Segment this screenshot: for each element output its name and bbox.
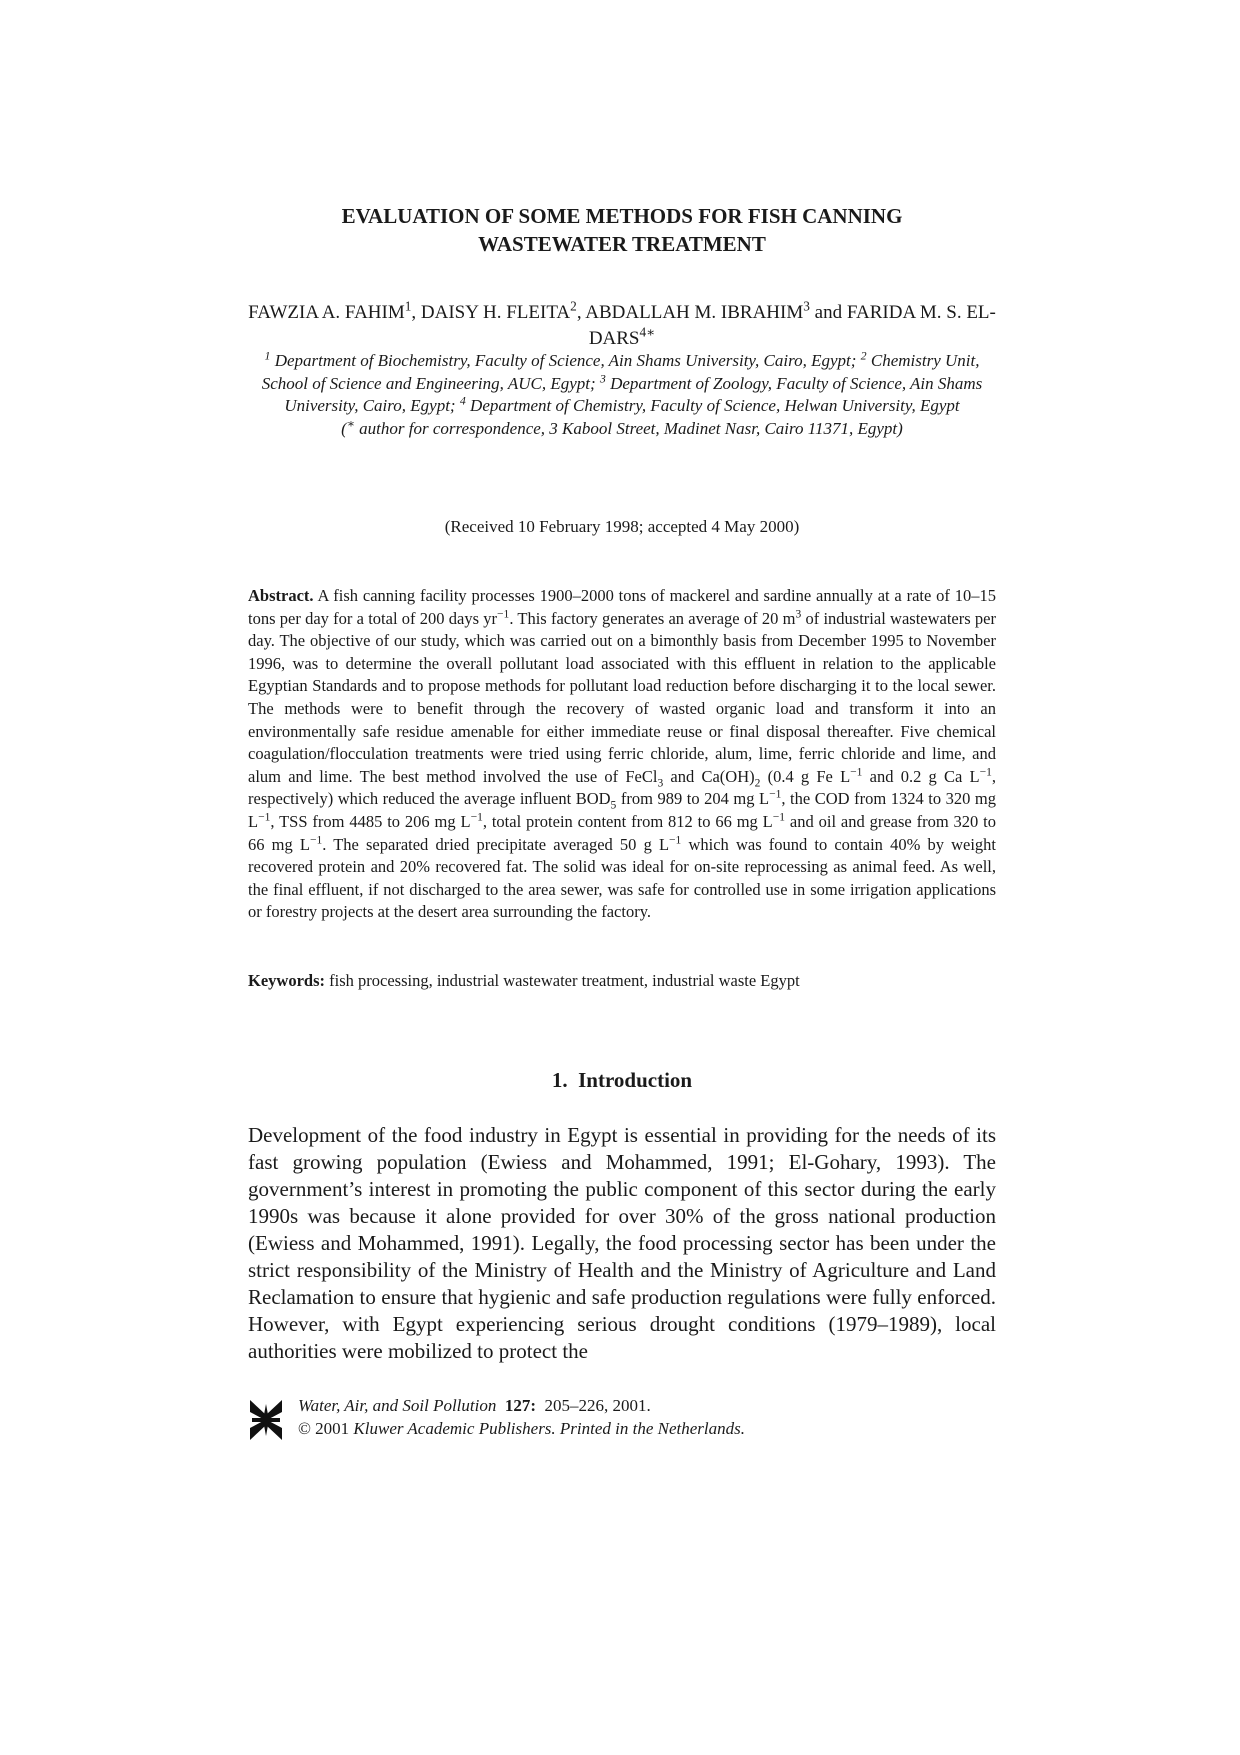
- abstract-text: and oil and grease from 320 to 66 mg L: [248, 811, 997, 854]
- journal-citation: [298, 1394, 745, 1440]
- title-line-1: EVALUATION OF SOME METHODS FOR FISH CANNING: [341, 204, 903, 228]
- abstract: [248, 585, 996, 924]
- section-heading-introduction: [248, 1066, 996, 1094]
- abstract-text: from 989 to 204 mg L: [616, 789, 770, 809]
- publisher-logo-icon: [248, 1398, 284, 1442]
- corr-open-paren: (: [341, 418, 347, 438]
- abstract-text: , total protein content from 812 to 66 mg L: [482, 811, 773, 831]
- affiliations: [240, 350, 1004, 440]
- affil-mark-4: 4: [459, 393, 466, 408]
- abstract-text: which was found to contain 40% by weight recovered protein and 20% recovered fat. The solid was ideal for on-site reprocessing as animal feed. As well, the final effluent, if not discharged to the area sewer, was safe for controlled use in some irrigation applications or forestry projects at the desert area surrounding the factory.: [248, 834, 996, 922]
- section-title: Introduction: [578, 1068, 693, 1092]
- abstract-label: Abstract.: [248, 586, 314, 605]
- abstract-sup: −1: [497, 608, 510, 621]
- keywords-text: fish processing, industrial wastewater treatment, industrial waste Egypt: [325, 971, 800, 990]
- abstract-text: , the COD from 1324 to 320 mg L: [248, 789, 996, 831]
- corr-star: ∗: [346, 415, 355, 430]
- affiliation-2: Chemistry Unit, School of Science and Engineering, AUC, Egypt;: [261, 351, 980, 393]
- author-1: FAWZIA A. FAHIM: [248, 302, 405, 323]
- author-4-affil-mark: 4∗: [639, 324, 656, 340]
- author-1-affil-mark: 1: [404, 298, 412, 314]
- abstract-sup: −1: [309, 834, 323, 847]
- abstract-sup: −1: [258, 811, 271, 824]
- affil-mark-1: 1: [264, 348, 271, 363]
- abstract-sup: −1: [470, 811, 483, 824]
- affiliation-3: Department of Zoology, Faculty of Science, Ain Shams University, Cairo, Egypt;: [284, 373, 983, 415]
- abstract-sub: 3: [657, 777, 664, 790]
- affiliation-4: Department of Chemistry, Faculty of Science, Helwan University, Egypt: [465, 396, 960, 415]
- author-list: [248, 300, 996, 352]
- abstract-text: of industrial wastewaters per day. The objective of our study, which was carried out on a bimonthly basis from December 1995 to November 1996, was to determine the overall pollutant load associated with this effluent in relation to the applicable Egyptian Standards and to propose methods for pollutant load reduction before discharging it to the local sewer. The methods were to benefit through the recovery of wasted organic load and transform it into an environmentally safe residue amenable for either immediate reuse or final disposal thereafter. Five chemical coagulation/flocculation treatments were tried using ferric chloride, alum, lime, ferric chloride and lime, and alum and lime. The best method involved the use of FeCl: [248, 608, 996, 786]
- abstract-sup: 3: [795, 608, 802, 621]
- abstract-text: , respectively) which reduced the average influent BOD: [248, 766, 997, 809]
- correspondence-address: author for correspondence, 3 Kabool Street, Madinet Nasr, Cairo 11371, Egypt): [354, 418, 903, 438]
- section-number: 1.: [551, 1068, 568, 1092]
- abstract-text: and 0.2 g Ca L: [862, 766, 980, 786]
- journal-volume: 127:: [504, 1396, 537, 1415]
- publisher-line: Kluwer Academic Publishers. Printed in the Netherlands.: [353, 1419, 746, 1438]
- received-dates: (Received 10 February 1998; accepted 4 May 2000): [444, 517, 800, 536]
- author-2-affil-mark: 2: [570, 298, 577, 314]
- keywords: [248, 970, 996, 992]
- journal-name: Water, Air, and Soil Pollution: [298, 1396, 497, 1415]
- abstract-sup: −1: [769, 788, 782, 801]
- author-2: , DAISY H. FLEITA: [411, 302, 571, 323]
- abstract-sup: −1: [669, 834, 682, 847]
- abstract-text: , TSS from 4485 to 206 mg L: [270, 811, 471, 831]
- title-line-2: WASTEWATER TREATMENT: [478, 232, 766, 256]
- abstract-sup: −1: [772, 811, 786, 824]
- abstract-text: A fish canning facility processes 1900–2000 tons of mackerel and sardine annually at a rate of 10–15 tons per day for a total of 200 days yr: [248, 586, 996, 628]
- keywords-label: Keywords:: [248, 971, 325, 990]
- paper-title: [248, 202, 996, 258]
- abstract-text: . This factory generates an average of 20 m: [509, 608, 796, 628]
- journal-pages: 205–226, 2001.: [544, 1396, 651, 1415]
- abstract-text: (0.4 g Fe L: [760, 766, 851, 786]
- abstract-sup: −1: [850, 766, 863, 779]
- copyright: © 2001: [298, 1419, 350, 1438]
- affil-mark-2: 2: [860, 348, 867, 363]
- introduction-paragraph: Development of the food industry in Egypt is essential in providing for the needs of its fast growing population (Ewiess and Mohammed, 1991; El-Gohary, 1993). The government’s interest in promoting the public component of this sector during the early 1990s was because it alone provided for over 30% of the gross national production (Ewiess and Mohammed, 1991). Legally, the food processing sector has been under the strict responsibility of the Ministry of Health and the Ministry of Agriculture and Land Reclamation to ensure that hygienic and safe production regulations were fully enforced. However, with Egypt experiencing serious drought conditions (1979–1989), local authorities were mobilized to protect the: [248, 1123, 996, 1363]
- abstract-sup: −1: [979, 766, 992, 779]
- abstract-sub: 2: [754, 777, 761, 790]
- author-3: , ABDALLAH M. IBRAHIM: [576, 302, 804, 323]
- affiliation-1: Department of Biochemistry, Faculty of Science, Ain Shams University, Cairo, Egypt;: [270, 351, 861, 370]
- author-3-affil-mark: 3: [803, 298, 810, 314]
- author-4: and FARIDA M. S. EL-DARS: [588, 302, 996, 349]
- abstract-text: and Ca(OH): [663, 766, 755, 786]
- affil-mark-3: 3: [599, 370, 606, 385]
- abstract-sub: 5: [610, 799, 617, 812]
- abstract-text: . The separated dried precipitate averaged 50 g L: [322, 834, 670, 854]
